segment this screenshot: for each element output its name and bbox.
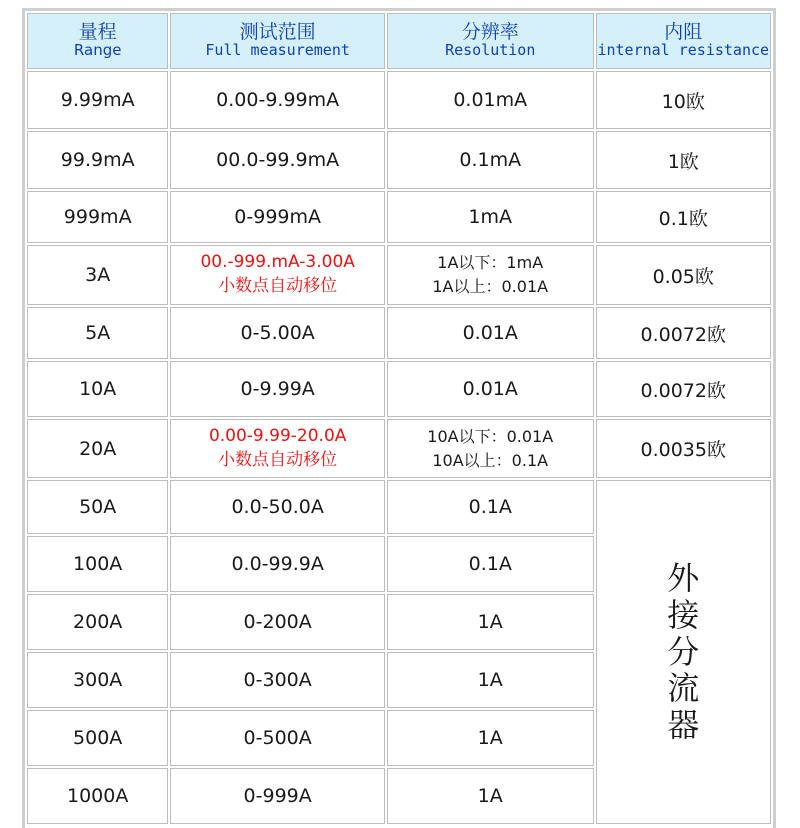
- range-cell: 99.9mA: [27, 131, 168, 189]
- full-cell: [170, 419, 385, 478]
- header-range-en: Range: [73, 41, 122, 60]
- header-int-en: internal resistance: [597, 41, 770, 60]
- full-cell: 0-9.99A: [170, 361, 385, 417]
- internal-cell: 1欧: [596, 131, 772, 189]
- full-cell: 0-500A: [170, 710, 385, 766]
- full-cell: 0-300A: [170, 652, 385, 708]
- header-internal: [596, 13, 772, 69]
- table-row: [27, 71, 771, 129]
- range-cell: 3A: [27, 245, 168, 305]
- range-cell: 20A: [27, 419, 168, 478]
- shunt-char: 外: [667, 559, 700, 597]
- full-note-line2: 小数点自动移位: [218, 276, 338, 296]
- full-cell: 0.0-99.9A: [170, 536, 385, 592]
- header-full-cn: 测试范围: [239, 21, 316, 44]
- spec-table: [25, 11, 773, 826]
- resolution-cell: 1mA: [387, 191, 594, 243]
- range-cell: 10A: [27, 361, 168, 417]
- table-row: [27, 419, 771, 478]
- resolution-cell: 0.01A: [387, 307, 594, 359]
- internal-cell: 0.1欧: [596, 191, 772, 243]
- header-int-cn: 内阻: [664, 21, 703, 44]
- header-range-cn: 量程: [78, 21, 117, 44]
- header-resolution: [387, 13, 594, 69]
- range-cell: 200A: [27, 594, 168, 650]
- shunt-char: 流: [667, 669, 700, 708]
- internal-cell: 10欧: [596, 71, 772, 129]
- full-cell: 0-200A: [170, 594, 385, 650]
- full-note-line2: 小数点自动移位: [218, 449, 338, 470]
- range-cell: 9.99mA: [27, 71, 168, 129]
- resolution-cell: 0.01A: [387, 361, 594, 417]
- range-cell: 5A: [27, 307, 168, 359]
- header-res-en: Resolution: [445, 41, 536, 60]
- table-row: [27, 307, 771, 359]
- full-note-line1: 00.-999.mA-3.00A: [200, 252, 355, 273]
- header-full-en: Full measurement: [205, 41, 350, 60]
- range-cell: 300A: [27, 652, 168, 708]
- full-cell: 0-5.00A: [170, 307, 385, 359]
- table-row: [27, 131, 771, 189]
- resolution-cell: 1A: [387, 768, 594, 824]
- full-cell: 0.00-9.99mA: [170, 71, 385, 129]
- internal-cell: 0.0072欧: [596, 361, 772, 417]
- resolution-cell: [387, 419, 594, 478]
- shunt-char: 接: [667, 595, 700, 634]
- resolution-cell: 0.1A: [387, 536, 594, 592]
- range-cell: 500A: [27, 710, 168, 766]
- table-row: [27, 361, 771, 417]
- full-cell: 0-999A: [170, 768, 385, 824]
- internal-cell: 0.05欧: [596, 245, 772, 305]
- full-cell: 00.0-99.9mA: [170, 131, 385, 189]
- table-row: [27, 191, 771, 243]
- resolution-cell: 0.01mA: [387, 71, 594, 129]
- header-range: [27, 13, 168, 69]
- resolution-cell: 0.1A: [387, 480, 594, 534]
- resolution-line2: 1A以上：0.01A: [432, 277, 549, 296]
- full-cell: 0.0-50.0A: [170, 480, 385, 534]
- table-row: [27, 245, 771, 305]
- header-row: [27, 13, 771, 69]
- shunt-char: 器: [667, 706, 700, 745]
- header-res-cn: 分辨率: [461, 21, 519, 44]
- resolution-cell: 0.1mA: [387, 131, 594, 189]
- range-cell: 999mA: [27, 191, 168, 243]
- shunt-char: 分: [667, 632, 700, 671]
- internal-cell: 0.0035欧: [596, 419, 772, 478]
- resolution-line2: 10A以上：0.1A: [432, 450, 549, 470]
- resolution-line1: 10A以下：0.01A: [427, 426, 554, 446]
- range-cell: 1000A: [27, 768, 168, 824]
- range-cell: 50A: [27, 480, 168, 534]
- resolution-line1: 1A以下：1mA: [437, 253, 544, 272]
- full-cell: [170, 245, 385, 305]
- full-cell: 0-999mA: [170, 191, 385, 243]
- resolution-cell: 1A: [387, 652, 594, 708]
- external-shunt-cell: [596, 480, 772, 824]
- resolution-cell: 1A: [387, 710, 594, 766]
- table-row: [27, 480, 771, 534]
- resolution-cell: 1A: [387, 594, 594, 650]
- range-cell: 100A: [27, 536, 168, 592]
- resolution-cell: [387, 245, 594, 305]
- internal-cell: 0.0072欧: [596, 307, 772, 359]
- full-note-line1: 0.00-9.99-20.0A: [208, 425, 347, 446]
- header-full: [170, 13, 385, 69]
